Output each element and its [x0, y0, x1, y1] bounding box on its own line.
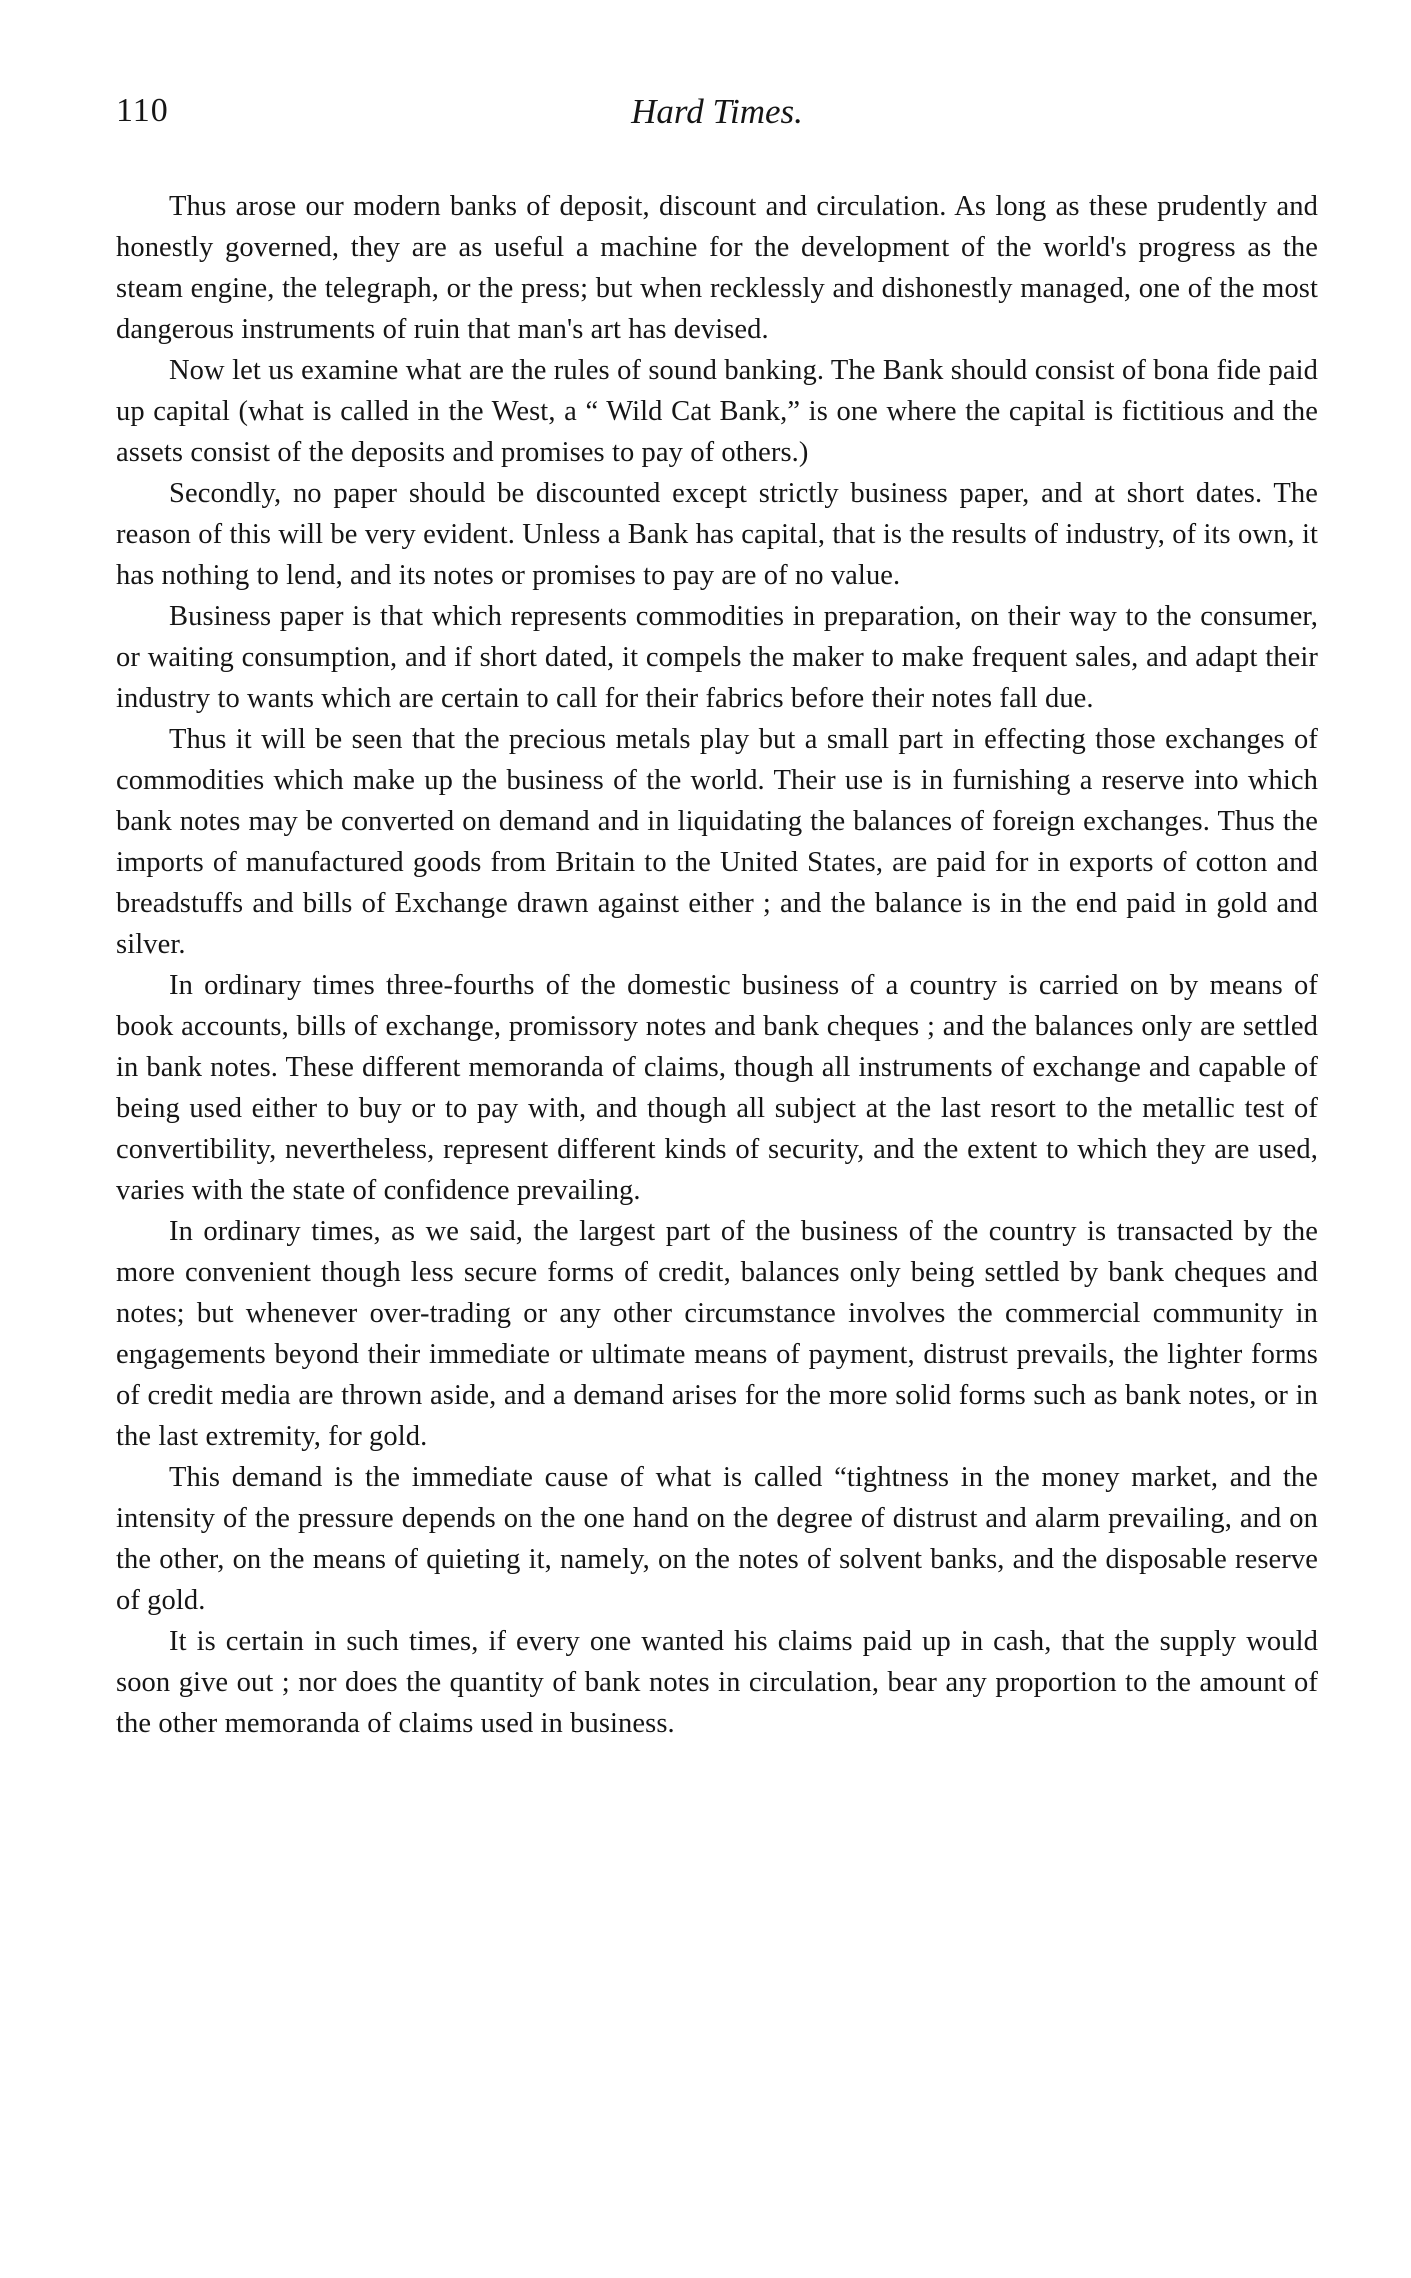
paragraph: Secondly, no paper should be discounted except strictly business paper, and at short dates. The reason of this will be very evident. Unless a Bank has capital, that is the results of industry, of its own, it has nothing to lend, and its notes or promises to pay are of no value.: [116, 478, 1318, 591]
paragraph: Business paper is that which represents commodities in preparation, on their way to the consumer, or waiting consumption, and if short dated, it compels the maker to make frequent sales, and adapt their industry to wants which are certain to call for their fabrics before their notes fall due.: [116, 601, 1318, 714]
running-title: Hard Times.: [631, 92, 803, 131]
running-header: [116, 92, 1318, 152]
paragraph: In ordinary times three-fourths of the domestic business of a country is carried on by means of book accounts, bills of exchange, promissory notes and bank cheques ; and the balances only are settled in bank notes. These different memoranda of claims, though all instruments of exchange and capable of being used either to buy or to pay with, and though all subject at the last resort to the metallic test of convertibility, nevertheless, represent different kinds of security, and the extent to which they are used, varies with the state of confidence prevailing.: [116, 970, 1318, 1206]
paragraph: It is certain in such times, if every one wanted his claims paid up in cash, that the supply would soon give out ; nor does the quantity of bank notes in circulation, bear any proportion to the amount of the other memoranda of claims used in business.: [116, 1626, 1318, 1739]
paragraph: Thus it will be seen that the precious metals play but a small part in effecting those exchanges of commodities which make up the business of the world. Their use is in furnishing a reserve into which bank notes may be converted on demand and in liquidating the balances of foreign exchanges. Thus the imports of manufactured goods from Britain to the United States, are paid for in exports of cotton and breadstuffs and bills of Exchange drawn against either ; and the balance is in the end paid in gold and silver.: [116, 724, 1318, 960]
body-text: [116, 186, 1318, 1744]
paragraph: In ordinary times, as we said, the largest part of the business of the country is transacted by the more convenient though less secure forms of credit, balances only being settled by bank cheques and notes; but whenever over-trading or any other circumstance involves the commercial community in engagements beyond their immediate or ultimate means of payment, distrust prevails, the lighter forms of credit media are thrown aside, and a demand arises for the more solid forms such as bank notes, or in the last extremity, for gold.: [116, 1216, 1318, 1452]
paragraph: This demand is the immediate cause of what is called “tightness in the money market, and the intensity of the pressure depends on the one hand on the degree of distrust and alarm prevailing, and on the other, on the means of quieting it, namely, on the notes of solvent banks, and the disposable reserve of gold.: [116, 1462, 1318, 1616]
page-number: 110: [116, 92, 169, 129]
book-page: [116, 92, 1318, 1744]
paragraph: Thus arose our modern banks of deposit, discount and circulation. As long as these prudently and honestly governed, they are as useful a machine for the development of the world's progress as the steam engine, the telegraph, or the press; but when recklessly and dishonestly managed, one of the most dangerous instruments of ruin that man's art has devised.: [116, 191, 1318, 345]
paragraph: Now let us examine what are the rules of sound banking. The Bank should consist of bona fide paid up capital (what is called in the West, a “ Wild Cat Bank,” is one where the capital is fictitious and the assets consist of the deposits and promises to pay of others.): [116, 355, 1318, 468]
